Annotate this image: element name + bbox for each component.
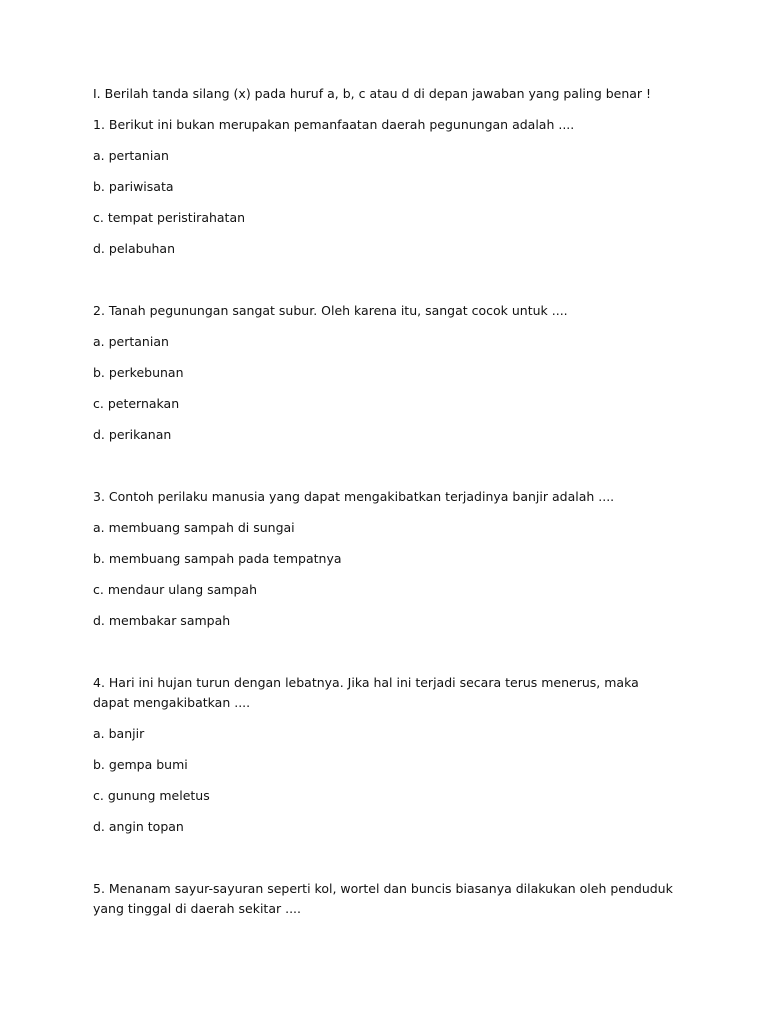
option-b: b. gempa bumi — [93, 757, 188, 772]
instruction-text: I. Berilah tanda silang (x) pada huruf a, b, c atau d di depan jawaban yang paling benar ! — [93, 86, 652, 101]
spacer — [93, 456, 673, 487]
question-text: 3. Contoh perilaku manusia yang dapat mengakibatkan terjadinya banjir adalah .... — [93, 489, 615, 504]
question-text: 1. Berikut ini bukan merupakan pemanfaatan daerah pegunungan adalah .... — [93, 117, 575, 132]
option-a: a. pertanian — [93, 334, 169, 349]
option-d: d. perikanan — [93, 427, 172, 442]
question-block-1 — [93, 115, 673, 259]
option-c: c. mendaur ulang sampah — [93, 582, 257, 597]
option-c: c. peternakan — [93, 396, 180, 411]
spacer — [93, 848, 673, 879]
spacer — [93, 270, 673, 301]
option-b: b. membuang sampah pada tempatnya — [93, 551, 342, 566]
option-d: d. angin topan — [93, 819, 184, 834]
option-d: d. pelabuhan — [93, 241, 176, 256]
question-block-2 — [93, 301, 673, 445]
question-block-4 — [93, 673, 673, 837]
option-b: b. pariwisata — [93, 179, 174, 194]
option-c: c. tempat peristirahatan — [93, 210, 246, 225]
worksheet-page — [93, 84, 673, 930]
question-text: 2. Tanah pegunungan sangat subur. Oleh karena itu, sangat cocok untuk .... — [93, 303, 568, 318]
question-text: 5. Menanam sayur-sayuran seperti kol, wortel dan buncis biasanya dilakukan oleh penduduk yang tinggal di daerah sekitar .... — [93, 881, 673, 916]
option-a: a. banjir — [93, 726, 145, 741]
option-c: c. gunung meletus — [93, 788, 210, 803]
option-a: a. membuang sampah di sungai — [93, 520, 295, 535]
question-block-5 — [93, 879, 673, 919]
spacer — [93, 642, 673, 673]
option-b: b. perkebunan — [93, 365, 184, 380]
question-block-3 — [93, 487, 673, 631]
option-a: a. pertanian — [93, 148, 169, 163]
question-text: 4. Hari ini hujan turun dengan lebatnya. Jika hal ini terjadi secara terus menerus, maka dapat mengakibatkan .... — [93, 675, 639, 710]
option-d: d. membakar sampah — [93, 613, 231, 628]
